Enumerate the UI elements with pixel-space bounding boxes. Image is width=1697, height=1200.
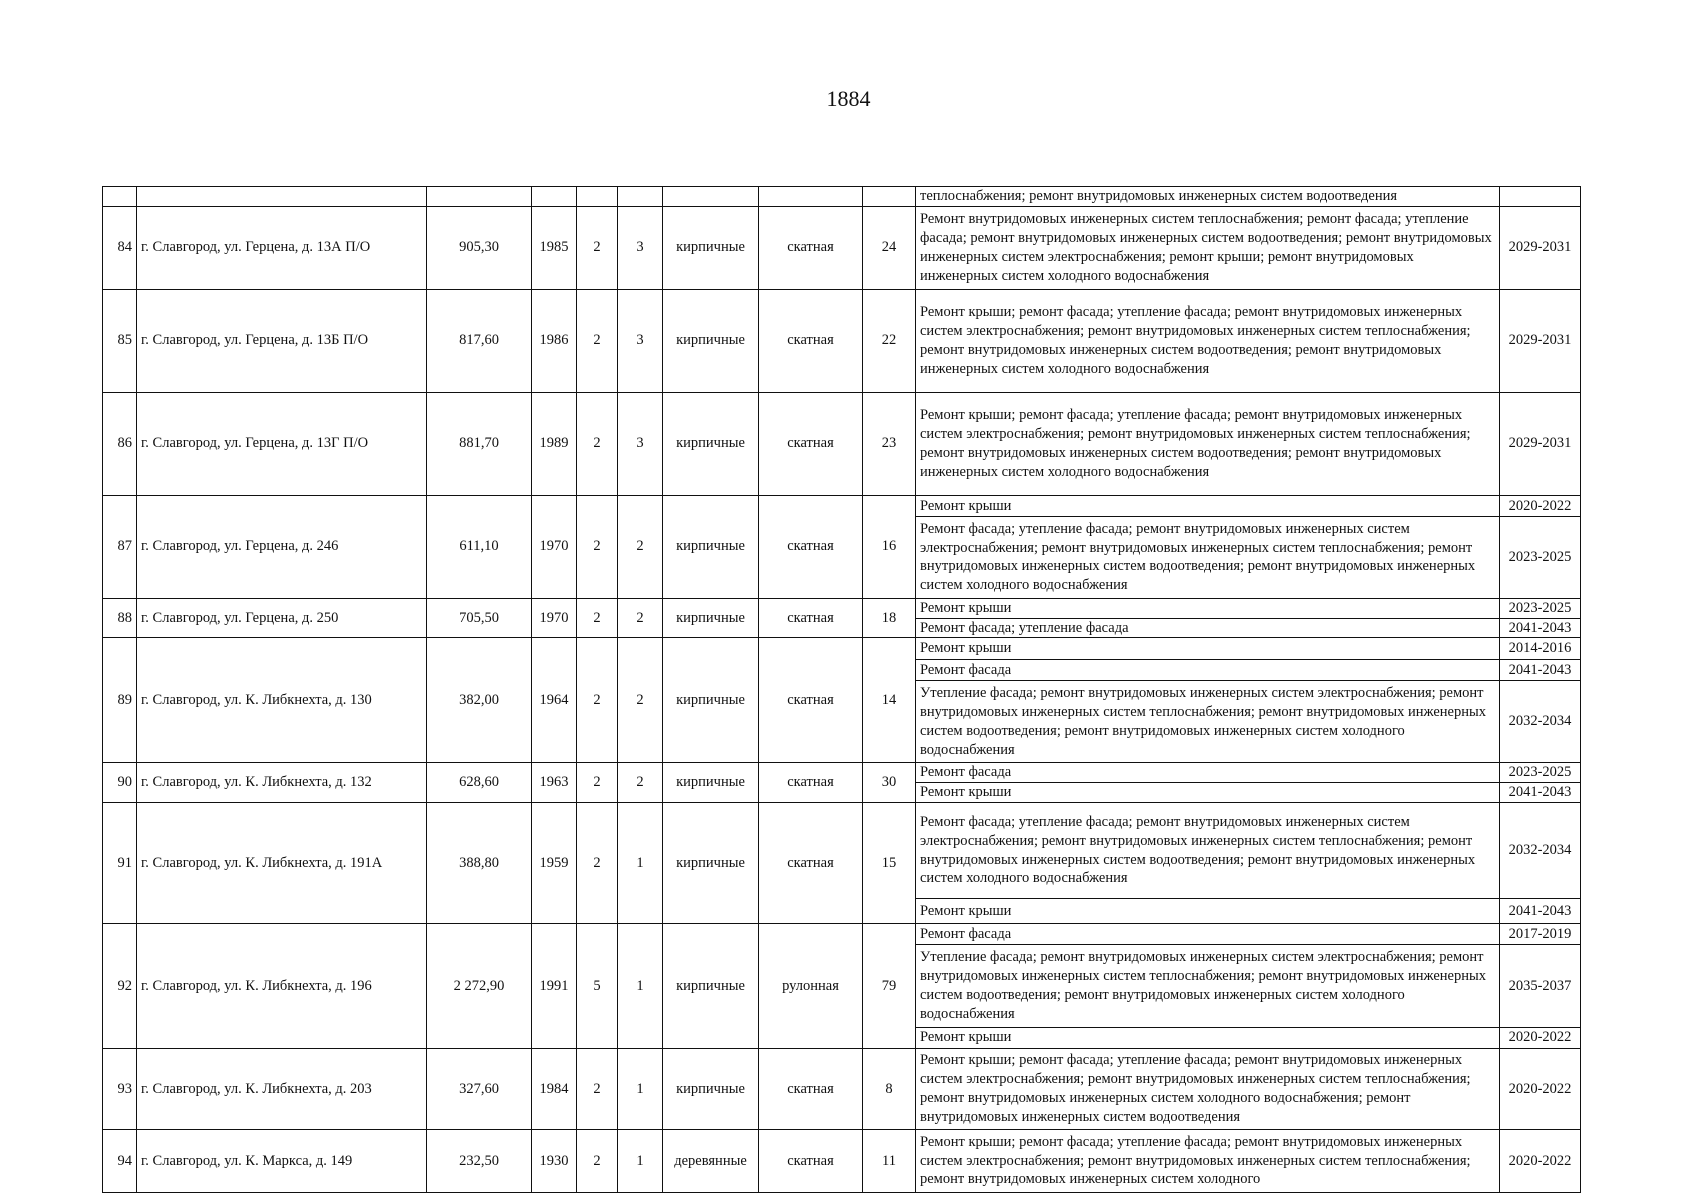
work-text: Ремонт крыши: [916, 1027, 1500, 1048]
row-number: 89: [103, 638, 137, 763]
work-text: Ремонт крыши: [916, 598, 1500, 618]
work-period: 2020-2022: [1500, 495, 1581, 516]
build-year: 1991: [532, 923, 577, 1048]
floors: 5: [577, 923, 618, 1048]
work-period: 2041-2043: [1500, 618, 1581, 638]
roof-type: рулонная: [759, 923, 863, 1048]
floors: 2: [577, 392, 618, 495]
total-area: 232,50: [427, 1129, 532, 1192]
table-row: [103, 598, 1581, 618]
total-area: 382,00: [427, 638, 532, 763]
build-year: 1964: [532, 638, 577, 763]
work-text: Ремонт фасада; утепление фасада: [916, 618, 1500, 638]
floors: 2: [577, 638, 618, 763]
total-area: 327,60: [427, 1048, 532, 1129]
residents: 14: [863, 638, 916, 763]
floors: 2: [577, 495, 618, 598]
address: г. Славгород, ул. К. Либкнехта, д. 191А: [137, 802, 427, 923]
residents: 11: [863, 1129, 916, 1192]
work-text: Ремонт крыши; ремонт фасада; утепление фасада; ремонт внутридомовых инженерных систем электроснабжения; ремонт внутридомовых инженерных систем теплоснабжения; ремонт внутридомовых инженерных систем водоотведения; ремонт внутридомовых инженерных систем холодного водоснабжения: [916, 289, 1500, 392]
entrances: 2: [618, 763, 663, 803]
total-area: 628,60: [427, 763, 532, 803]
residents: 22: [863, 289, 916, 392]
floors: 2: [577, 1048, 618, 1129]
row-number: 85: [103, 289, 137, 392]
floors: 2: [577, 289, 618, 392]
floors: 2: [577, 598, 618, 638]
floors: 2: [577, 802, 618, 923]
row-number: 86: [103, 392, 137, 495]
table-row: [103, 638, 1581, 659]
residents: 18: [863, 598, 916, 638]
continuation-row: [103, 187, 1581, 207]
work-period: 2017-2019: [1500, 923, 1581, 944]
roof-type: скатная: [759, 289, 863, 392]
wall-material: кирпичные: [663, 923, 759, 1048]
table-row: [103, 289, 1581, 392]
entrances: 1: [618, 923, 663, 1048]
work-text: Ремонт крыши; ремонт фасада; утепление фасада; ремонт внутридомовых инженерных систем электроснабжения; ремонт внутридомовых инженерных систем теплоснабжения; ремонт внутридомовых инженерных систем холодного: [916, 1129, 1500, 1192]
row-number: 87: [103, 495, 137, 598]
table-row: [103, 802, 1581, 898]
row-number: 94: [103, 1129, 137, 1192]
roof-type: скатная: [759, 495, 863, 598]
build-year: 1985: [532, 206, 577, 289]
work-text: Утепление фасада; ремонт внутридомовых инженерных систем электроснабжения; ремонт внутридомовых инженерных систем теплоснабжения; ремонт внутридомовых инженерных систем водоотведения; ремонт внутридомовых инженерных систем холодного водоснабжения: [916, 945, 1500, 1027]
work-text: Ремонт фасада; утепление фасада; ремонт внутридомовых инженерных систем электроснабжения; ремонт внутридомовых инженерных систем теплоснабжения; ремонт внутридомовых инженерных систем водоотведения; ремонт внутридомовых инженерных систем холодного водоснабжения: [916, 517, 1500, 599]
address: г. Славгород, ул. К. Маркса, д. 149: [137, 1129, 427, 1192]
roof-type: скатная: [759, 763, 863, 803]
wall-material: деревянные: [663, 1129, 759, 1192]
build-year: 1963: [532, 763, 577, 803]
total-area: 611,10: [427, 495, 532, 598]
wall-material: кирпичные: [663, 392, 759, 495]
wall-material: кирпичные: [663, 495, 759, 598]
work-period: 2020-2022: [1500, 1129, 1581, 1192]
work-period: 2041-2043: [1500, 659, 1581, 680]
table-row: [103, 495, 1581, 516]
work-text: Ремонт крыши: [916, 899, 1500, 924]
build-year: 1930: [532, 1129, 577, 1192]
wall-material: кирпичные: [663, 206, 759, 289]
residents: 8: [863, 1048, 916, 1129]
build-year: 1970: [532, 598, 577, 638]
address: г. Славгород, ул. К. Либкнехта, д. 130: [137, 638, 427, 763]
wall-material: кирпичные: [663, 598, 759, 638]
roof-type: скатная: [759, 1048, 863, 1129]
wall-material: кирпичные: [663, 802, 759, 923]
floors: 2: [577, 1129, 618, 1192]
entrances: 2: [618, 598, 663, 638]
work-text: Ремонт фасада: [916, 923, 1500, 944]
address: г. Славгород, ул. Герцена, д. 13Б П/О: [137, 289, 427, 392]
work-period: 2020-2022: [1500, 1048, 1581, 1129]
table-row: [103, 1048, 1581, 1129]
work-period: 2023-2025: [1500, 598, 1581, 618]
table-row: [103, 1129, 1581, 1192]
total-area: 2 272,90: [427, 923, 532, 1048]
entrances: 2: [618, 495, 663, 598]
residents: 24: [863, 206, 916, 289]
roof-type: скатная: [759, 638, 863, 763]
work-period: 2032-2034: [1500, 681, 1581, 763]
work-text: Ремонт внутридомовых инженерных систем теплоснабжения; ремонт фасада; утепление фасада; ремонт внутридомовых инженерных систем водоотведения; ремонт внутридомовых инженерных систем электроснабжения; ремонт крыши; ремонт внутридомовых инженерных систем холодного водоснабжения: [916, 206, 1500, 289]
repair-schedule-table: [102, 186, 1581, 1193]
work-text: Ремонт крыши: [916, 638, 1500, 659]
entrances: 1: [618, 802, 663, 923]
entrances: 2: [618, 638, 663, 763]
work-period: 2023-2025: [1500, 763, 1581, 783]
table-row: [103, 206, 1581, 289]
row-number: 91: [103, 802, 137, 923]
work-text: Ремонт крыши: [916, 495, 1500, 516]
wall-material: кирпичные: [663, 638, 759, 763]
roof-type: скатная: [759, 802, 863, 923]
address: г. Славгород, ул. Герцена, д. 250: [137, 598, 427, 638]
row-number: 92: [103, 923, 137, 1048]
residents: 15: [863, 802, 916, 923]
table-row: [103, 923, 1581, 944]
wall-material: кирпичные: [663, 763, 759, 803]
work-period: [1500, 187, 1581, 207]
table-body: [103, 187, 1581, 1193]
floors: 2: [577, 763, 618, 803]
wall-material: кирпичные: [663, 289, 759, 392]
address: г. Славгород, ул. Герцена, д. 13А П/О: [137, 206, 427, 289]
floors: 2: [577, 206, 618, 289]
build-year: 1984: [532, 1048, 577, 1129]
build-year: 1989: [532, 392, 577, 495]
roof-type: скатная: [759, 206, 863, 289]
work-period: 2029-2031: [1500, 289, 1581, 392]
build-year: 1959: [532, 802, 577, 923]
work-text: Ремонт фасада; утепление фасада; ремонт внутридомовых инженерных систем электроснабжения; ремонт внутридомовых инженерных систем теплоснабжения; ремонт внутридомовых инженерных систем водоотведения; ремонт внутридомовых инженерных систем холодного водоснабжения: [916, 802, 1500, 898]
entrances: 3: [618, 392, 663, 495]
row-number: 88: [103, 598, 137, 638]
total-area: 905,30: [427, 206, 532, 289]
build-year: 1970: [532, 495, 577, 598]
work-period: 2020-2022: [1500, 1027, 1581, 1048]
total-area: 817,60: [427, 289, 532, 392]
address: г. Славгород, ул. Герцена, д. 246: [137, 495, 427, 598]
work-period: 2029-2031: [1500, 392, 1581, 495]
residents: 16: [863, 495, 916, 598]
entrances: 1: [618, 1129, 663, 1192]
roof-type: скатная: [759, 1129, 863, 1192]
total-area: 388,80: [427, 802, 532, 923]
work-period: 2029-2031: [1500, 206, 1581, 289]
work-text: Утепление фасада; ремонт внутридомовых инженерных систем электроснабжения; ремонт внутридомовых инженерных систем теплоснабжения; ремонт внутридомовых инженерных систем водоотведения; ремонт внутридомовых инженерных систем холодного водоснабжения: [916, 681, 1500, 763]
residents: 79: [863, 923, 916, 1048]
work-text: Ремонт крыши; ремонт фасада; утепление фасада; ремонт внутридомовых инженерных систем электроснабжения; ремонт внутридомовых инженерных систем теплоснабжения; ремонт внутридомовых инженерных систем водоотведения; ремонт внутридомовых инженерных систем холодного водоснабжения: [916, 392, 1500, 495]
row-number: 90: [103, 763, 137, 803]
work-text: Ремонт крыши; ремонт фасада; утепление фасада; ремонт внутридомовых инженерных систем электроснабжения; ремонт внутридомовых инженерных систем теплоснабжения; ремонт внутридомовых инженерных систем холодного водоснабжения; ремонт внутридомовых инженерных систем водоотведения: [916, 1048, 1500, 1129]
work-period: 2035-2037: [1500, 945, 1581, 1027]
work-text: Ремонт фасада: [916, 659, 1500, 680]
roof-type: скатная: [759, 392, 863, 495]
work-period: 2032-2034: [1500, 802, 1581, 898]
entrances: 3: [618, 289, 663, 392]
work-period: 2014-2016: [1500, 638, 1581, 659]
address: г. Славгород, ул. К. Либкнехта, д. 196: [137, 923, 427, 1048]
address: г. Славгород, ул. К. Либкнехта, д. 132: [137, 763, 427, 803]
work-text: теплоснабжения; ремонт внутридомовых инженерных систем водоотведения: [916, 187, 1500, 207]
wall-material: кирпичные: [663, 1048, 759, 1129]
table-row: [103, 763, 1581, 783]
table-row: [103, 392, 1581, 495]
entrances: 3: [618, 206, 663, 289]
address: г. Славгород, ул. Герцена, д. 13Г П/О: [137, 392, 427, 495]
work-text: Ремонт крыши: [916, 783, 1500, 803]
build-year: 1986: [532, 289, 577, 392]
work-period: 2023-2025: [1500, 517, 1581, 599]
page-number: 1884: [826, 86, 871, 111]
total-area: 705,50: [427, 598, 532, 638]
residents: 30: [863, 763, 916, 803]
work-period: 2041-2043: [1500, 783, 1581, 803]
row-number: 84: [103, 206, 137, 289]
total-area: 881,70: [427, 392, 532, 495]
work-period: 2041-2043: [1500, 899, 1581, 924]
residents: 23: [863, 392, 916, 495]
roof-type: скатная: [759, 598, 863, 638]
work-text: Ремонт фасада: [916, 763, 1500, 783]
entrances: 1: [618, 1048, 663, 1129]
address: г. Славгород, ул. К. Либкнехта, д. 203: [137, 1048, 427, 1129]
row-number: 93: [103, 1048, 137, 1129]
